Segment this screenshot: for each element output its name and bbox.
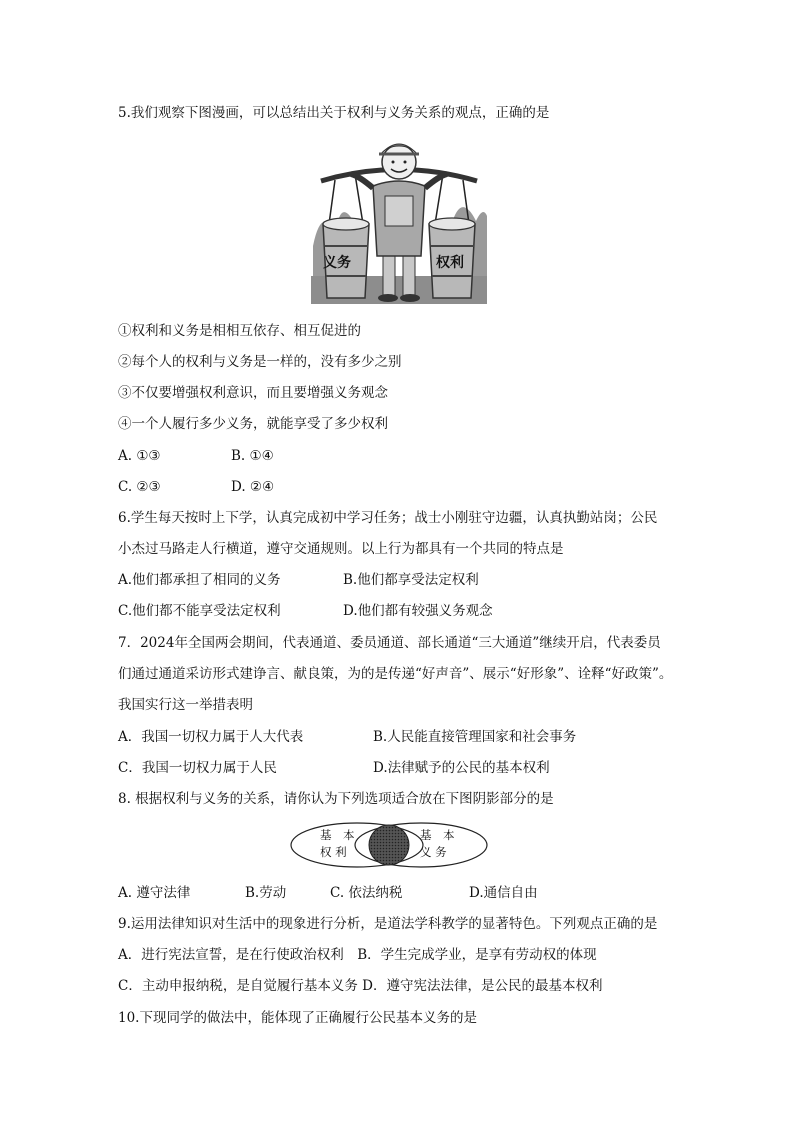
q8-stem: 8. 根据权利与义务的关系，请你认为下列选项适合放在下图阴影部分的是 [118, 791, 554, 807]
q5-option-a: A. ①③ [118, 448, 161, 464]
q8-option-a: A. 遵守法律 [118, 885, 191, 901]
cartoon-label-left: 义务 [323, 255, 351, 271]
q7-option-a: A．我国一切权力属于人大代表 [118, 729, 304, 745]
q5-option-d: D. ②④ [231, 479, 275, 495]
q7-stem-line-2: 们通过通道采访形式建诤言、献良策，为的是传递“好声音”、展示“好形象”、诠释“好政策”。 [118, 666, 673, 682]
q5-statement-2: ②每个人的权利与义务是一样的，没有多少之别 [118, 354, 402, 370]
q8-option-b: B.劳动 [245, 885, 287, 901]
q9-stem: 9.运用法律知识对生活中的现象进行分析，是道法学科教学的显著特色。下列观点正确的是 [118, 916, 658, 932]
q6-option-c: C.他们都不能享受法定权利 [118, 603, 281, 619]
q9-options-ab: A．进行宪法宣誓，是在行使政治权利 B．学生完成学业，是享有劳动权的体现 [118, 947, 597, 963]
q6-stem-line-1: 6.学生每天按时上下学，认真完成初中学习任务；战士小刚驻守边疆，认真执勤站岗；公民 [118, 510, 658, 526]
q9-options-cd: C．主动申报纳税，是自觉履行基本义务 D．遵守宪法法律，是公民的最基本权利 [118, 978, 603, 994]
venn-diagram [289, 820, 489, 870]
q7-stem-line-1: 7．2024年全国两会期间，代表通道、委员通道、部长通道“三大通道”继续开启，代表委员 [118, 635, 661, 651]
q5-stem: 5.我们观察下图漫画，可以总结出关于权利与义务关系的观点，正确的是 [118, 105, 550, 121]
q5-statement-1: ①权利和义务是相相互依存、相互促进的 [118, 323, 361, 339]
venn-right-line-2: 义 务 [420, 845, 447, 859]
q6-stem-line-2: 小杰过马路走人行横道，遵守交通规则。以上行为都具有一个共同的特点是 [118, 541, 564, 557]
venn-left-line-1: 基 本 [320, 828, 355, 842]
q10-stem: 10.下现同学的做法中，能体现了正确履行公民基本义务的是 [118, 1010, 477, 1026]
q5-statement-4: ④一个人履行多少义务，就能享受了多少权利 [118, 416, 388, 432]
venn-right-line-1: 基 本 [420, 828, 455, 842]
q8-option-d: D.通信自由 [469, 885, 538, 901]
q6-option-d: D.他们都有较强义务观念 [343, 603, 493, 619]
q7-stem-line-3: 我国实行这一举措表明 [118, 697, 253, 713]
q7-option-d: D.法律赋予的公民的基本权利 [373, 760, 550, 776]
q5-option-b: B. ①④ [231, 448, 274, 464]
venn-left-line-2: 权 利 [320, 845, 347, 859]
q5-statement-3: ③不仅要增强权利意识，而且要增强义务观念 [118, 385, 388, 401]
q7-option-b: B.人民能直接管理国家和社会事务 [373, 729, 577, 745]
cartoon-label-right: 权利 [436, 255, 464, 271]
q6-option-a: A.他们都承担了相同的义务 [118, 572, 281, 588]
cartoon-image [311, 136, 487, 304]
q8-option-c: C. 依法纳税 [330, 885, 403, 901]
q5-option-c: C. ②③ [118, 479, 161, 495]
q6-option-b: B.他们都享受法定权利 [343, 572, 479, 588]
q7-option-c: C．我国一切权力属于人民 [118, 760, 277, 776]
